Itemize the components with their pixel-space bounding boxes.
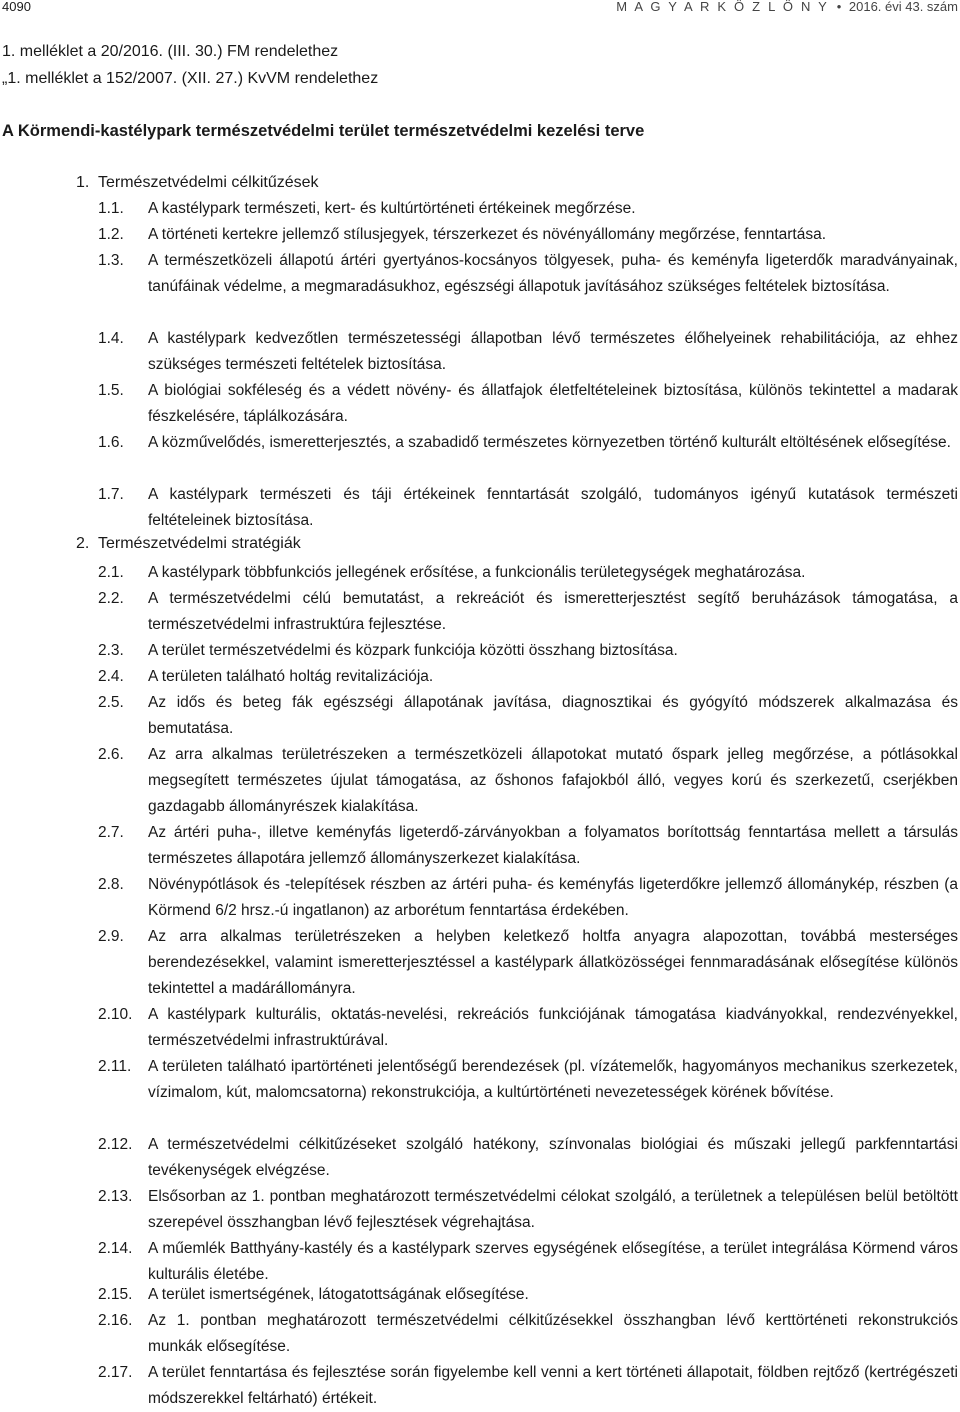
list-item bbox=[0, 872, 958, 924]
item-text: A területen található ipartörténeti jelentőségű berendezések (pl. vízátemelők, hagyományos mechanikus szerkezetek, vízimalom, kút, malomcsatorna) rekonstrukciója, a kultúrtörténeti nevezetességek körének bővítése. bbox=[148, 1058, 958, 1101]
item-number: 1.7. bbox=[98, 486, 124, 503]
item-number: 2.13. bbox=[98, 1188, 133, 1205]
item-number: 2.7. bbox=[98, 824, 124, 841]
annex-reference-1: 1. melléklet a 20/2016. (III. 30.) FM rendelethez bbox=[2, 43, 339, 60]
annex-reference-2: „1. melléklet a 152/2007. (XII. 27.) KvVM rendelethez bbox=[2, 70, 379, 87]
list-item bbox=[0, 924, 958, 1002]
item-number: 1.2. bbox=[98, 226, 124, 243]
item-text: A területen található holtág revitalizációja. bbox=[148, 668, 434, 685]
item-number: 2.4. bbox=[98, 668, 124, 685]
list-item bbox=[0, 742, 958, 820]
item-number: 1.3. bbox=[98, 252, 124, 269]
list-item bbox=[0, 1360, 958, 1412]
item-text: Elsősorban az 1. pontban meghatározott természetvédelmi célokat szolgáló, a területnek a településen belül betöltött szerepével összhangban lévő fejlesztések végrehajtása. bbox=[148, 1188, 958, 1231]
list-item bbox=[0, 430, 958, 482]
item-number: 2.10. bbox=[98, 1006, 133, 1023]
item-number: 1.6. bbox=[98, 434, 124, 451]
item-text: Az idős és beteg fák egészségi állapotának javítása, diagnosztikai és gyógyító módszerek alkalmazása és bemutatása. bbox=[148, 694, 958, 737]
list-item bbox=[0, 378, 958, 430]
issue-number: 2016. évi 43. szám bbox=[848, 0, 958, 14]
item-number: 2.5. bbox=[98, 694, 124, 711]
item-number: 2.11. bbox=[98, 1058, 132, 1075]
item-text: Az arra alkalmas területrészeken a helyben keletkező holtfa anyagra alapozottan, továbbá mesterséges berendezésekkel, valamint ismeretterjesztéssel a kastélypark állatközösségei fennmaradásának elősegítése különös tekintettel a madárállományra. bbox=[148, 928, 958, 997]
item-text: A természetvédelmi célú bemutatást, a rekreációt és ismeretterjesztést segítő beruházások támogatása, a természetvédelmi infrastruktúra fejlesztése. bbox=[148, 590, 958, 633]
item-text: A terület természetvédelmi és közpark funkciója közötti összhang biztosítása. bbox=[148, 642, 678, 659]
item-text: A természetvédelmi célkitűzéseket szolgáló hatékony, színvonalas biológiai és műszaki jellegű parkfenntartási tevékenységek elvégzése. bbox=[148, 1136, 958, 1179]
item-text: Növénypótlások és -telepítések részben az ártéri puha- és keményfás ligeterdőkre jellemző állománykép, részben (a Körmend 6/2 hrsz.-ú ingatlanon) az arborétum fenntartása érdekében. bbox=[148, 876, 958, 919]
item-number: 1.1. bbox=[98, 200, 124, 217]
list-item bbox=[0, 1132, 958, 1184]
list-item bbox=[0, 820, 958, 872]
item-number: 2.17. bbox=[98, 1364, 133, 1381]
page-number: 4090 bbox=[2, 0, 31, 14]
item-number: 2.16. bbox=[98, 1312, 133, 1329]
journal-running-head bbox=[616, 0, 958, 14]
list-item bbox=[0, 248, 958, 326]
list-item bbox=[0, 1184, 958, 1236]
item-text: A kastélypark kulturális, oktatás-nevelési, rekreációs funkciójának támogatása kiadványokkal, rendezvényekkel, természetvédelmi infrastruktúrával. bbox=[148, 1006, 958, 1049]
section-2-heading bbox=[76, 534, 301, 554]
item-text: A biológiai sokféleség és a védett növény- és állatfajok életfeltételeinek biztosítása, különös tekintettel a madarak fészkelésére, táplálkozására. bbox=[148, 382, 958, 425]
journal-name: M A G Y A R K Ö Z L Ö N Y bbox=[616, 0, 830, 14]
section-number: 2. bbox=[76, 535, 90, 552]
list-item bbox=[0, 1282, 958, 1308]
item-text: A terület fenntartása és fejlesztése során figyelembe kell venni a kert történeti állapotait, földben rejtőző (kertrégészeti módszerekkel feltárható) értékeit. bbox=[148, 1364, 958, 1407]
section-number: 1. bbox=[76, 174, 90, 191]
list-item bbox=[0, 638, 958, 664]
item-text: A műemlék Batthyány-kastély és a kastélypark szerves egységének elősegítése, a terület integrálása Körmend város kulturális életébe. bbox=[148, 1240, 958, 1283]
item-number: 2.15. bbox=[98, 1286, 133, 1303]
list-item bbox=[0, 664, 958, 690]
item-text: Az ártéri puha-, illetve keményfás ligeterdő-zárványokban a folyamatos borítottság fenntartása mellett a társulás természetes állapotára jellemző állományszerkezet kialakítása. bbox=[148, 824, 958, 867]
item-number: 1.5. bbox=[98, 382, 124, 399]
item-number: 2.8. bbox=[98, 876, 124, 893]
section-1-heading bbox=[76, 173, 319, 193]
list-item bbox=[0, 1054, 958, 1132]
item-text: Az arra alkalmas területrészeken a természetközeli állapotokat mutató őspark jelleg megőrzése, a pótlásokkal megsegített természetes újulat támogatása, az őshonos fafajokból álló, vegyes korú és szerkezetű, cserjékben gazdagabb állományrészek kialakítása. bbox=[148, 746, 958, 815]
item-number: 2.14. bbox=[98, 1240, 133, 1257]
item-number: 2.6. bbox=[98, 746, 124, 763]
section-title: Természetvédelmi stratégiák bbox=[98, 535, 301, 552]
item-text: A kastélypark természeti, kert- és kultúrtörténeti értékeinek megőrzése. bbox=[148, 200, 636, 217]
item-text: A kastélypark természeti és táji értékeinek fenntartását szolgáló, tudományos igényű kutatások természeti feltételeinek biztosítása. bbox=[148, 486, 958, 529]
document-title: A Körmendi-kastélypark természetvédelmi terület természetvédelmi kezelési terve bbox=[2, 122, 645, 140]
item-text: A kastélypark kedvezőtlen természetességi állapotban lévő természetes élőhelyeinek rehabilitációja, az ehhez szükséges természeti feltételek biztosítása. bbox=[148, 330, 958, 373]
item-text: A természetközeli állapotú ártéri gyertyános-kocsányos tölgyesek, puha- és keményfa ligeterdők maradványainak, tanúfáinak védelme, a megmaradásukhoz, egészségi állapotuk javításához szükséges feltételek biztosítása. bbox=[148, 252, 958, 295]
header-bullet: • bbox=[836, 0, 842, 14]
list-item bbox=[0, 1236, 958, 1288]
section-title: Természetvédelmi célkitűzések bbox=[98, 174, 319, 191]
running-header bbox=[0, 0, 960, 20]
list-item bbox=[0, 222, 958, 248]
item-text: A közművelődés, ismeretterjesztés, a szabadidő természetes környezetben történő kulturált eltöltésének elősegítése. bbox=[148, 434, 951, 451]
list-item bbox=[0, 1308, 958, 1360]
item-text: A kastélypark többfunkciós jellegének erősítése, a funkcionális területegységek meghatározása. bbox=[148, 564, 806, 581]
list-item bbox=[0, 560, 958, 586]
list-item bbox=[0, 326, 958, 378]
list-item bbox=[0, 690, 958, 742]
item-number: 2.3. bbox=[98, 642, 124, 659]
item-number: 1.4. bbox=[98, 330, 124, 347]
item-text: A terület ismertségének, látogatottságának elősegítése. bbox=[148, 1286, 529, 1303]
list-item bbox=[0, 1002, 958, 1054]
item-number: 2.2. bbox=[98, 590, 124, 607]
item-text: Az 1. pontban meghatározott természetvédelmi célkitűzésekkel összhangban lévő kerttörténeti rekonstrukciós munkák elősegítése. bbox=[148, 1312, 958, 1355]
item-number: 2.1. bbox=[98, 564, 124, 581]
item-number: 2.9. bbox=[98, 928, 124, 945]
item-number: 2.12. bbox=[98, 1136, 133, 1153]
list-item bbox=[0, 586, 958, 638]
list-item bbox=[0, 196, 958, 222]
item-text: A történeti kertekre jellemző stílusjegyek, térszerkezet és növényállomány megőrzése, fenntartása. bbox=[148, 226, 827, 243]
list-item bbox=[0, 482, 958, 534]
